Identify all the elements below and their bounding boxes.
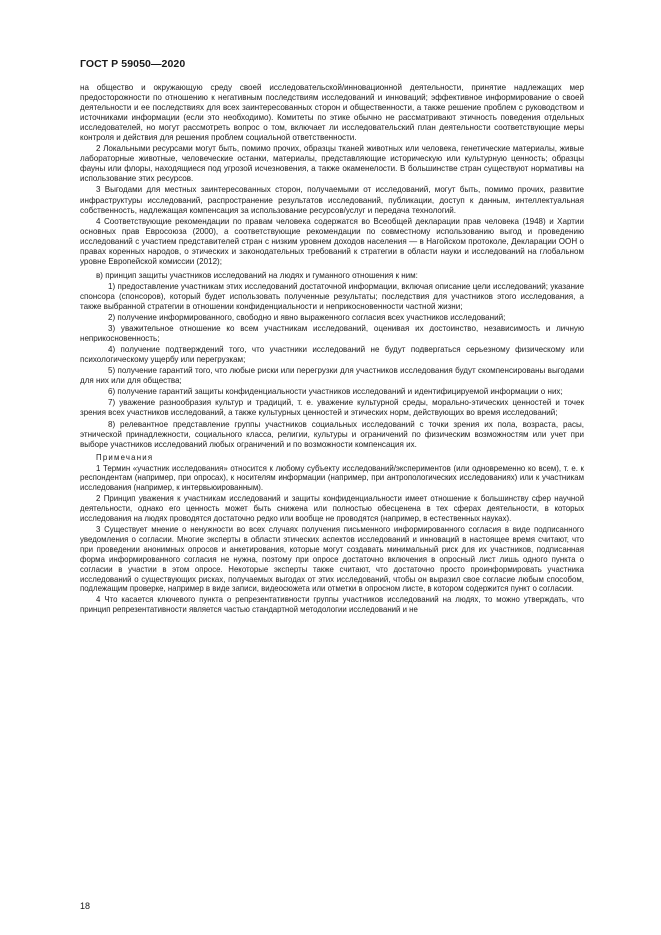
list-item: 5) получение гарантий того, что любые риски или перегрузки для участников исследования будут скомпенсированы выгодами для них или для общества; xyxy=(80,366,584,386)
note-item: 4 Что касается ключевого пункта о репрезентативности группы участников исследований на людях, то можно утверждать, что принцип репрезентативности является частью стандартной методологии исследований и не xyxy=(80,595,584,615)
list-item: 4) получение подтверждений того, что участники исследований не будут подвергаться серьезному физическому или психологическому ущербу или перегрузкам; xyxy=(80,345,584,365)
notes-heading: Примечания xyxy=(96,452,154,462)
document-header: ГОСТ Р 59050—2020 xyxy=(80,58,186,70)
page-number: 18 xyxy=(80,901,91,911)
list-item: 2) получение информированного, свободно и явно выраженного согласия всех участников исследований; xyxy=(108,313,506,323)
note-item: 1 Термин «участник исследования» относится к любому субъекту исследований/экспериментов (или одновременно ко всем), т. е. к респондентам (например, при опросах), к носителям информации (например, при антропологических исследованиях) или к участникам исследования (например, к интервьюированным). xyxy=(80,463,584,493)
list-item: 1) предоставление участникам этих исследований достаточной информации, включая описание цели исследований; указание спонсора (спонсоров), который будет использовать полученные результаты; последствия для участников этого исследования, а также выбранной стратегии в отношении конфиденциальности и неприкосновенности частной жизни; xyxy=(80,281,584,311)
paragraph-continuation: на общество и окружающую среду своей исследовательской/инновационной деятельности, принятие надлежащих мер предосторожности по отношению к негативным последствиям исследований и инноваций; эффективное информирование о своей деятельности и ее последствиях для всех заинтересованных сторон и общественности, а также решение проблем с руководством и источниками информации (если это необходимо). Комитеты по этике обычно не рассматривают этичность поведения отдельных исследователей, но могут рассмотреть вопрос о том, включает ли исследовательский план деятельности соответствующие меры контроля и действия для решения проблем социальной ответственности. xyxy=(80,83,584,143)
paragraph-local-resources: 2 Локальными ресурсами могут быть, помимо прочих, образцы тканей животных или человека, генетические материалы, живые лабораторные животные, человеческие останки, материалы, представляющие историческую или культурную ценность; образцы фауны или флоры, находящиеся под угрозой исчезновения, а также окаменелости. В большинстве стран существуют нормативы на использование этих ресурсов. xyxy=(80,144,584,184)
notes-section xyxy=(80,453,584,616)
list-intro: в) принцип защиты участников исследований на людях и гуманного отношения к ним: xyxy=(96,270,418,280)
paragraph-benefits: 3 Выгодами для местных заинтересованных сторон, получаемыми от исследований, могут быть, помимо прочих, развитие инфраструктуры исследований, распространение результатов исследований, публикации, доступ к данным, интеллектуальная собственность, надлежащая компенсация за использование ресурсов/услуг и передача технологий. xyxy=(80,185,584,215)
list-item: 7) уважение разнообразия культур и традиций, т. е. уважение культурной среды, морально-этических ценностей и точек зрения всех участников исследований, а также культурных ценностей и этических норм, действующих во время исследований; xyxy=(80,398,584,418)
note-item: 3 Существует мнение о ненужности во всех случаях получения письменного информированного согласия в виде подписанного уведомления о согласии. Многие эксперты в области этических аспектов исследований и инноваций в настоящее время считают, что при проведении анонимных опросов и анкетирования, которые могут создавать минимальный риск для их участников, подписанная форма информированного согласия не нужна, поэтому при опросе достаточно включения в опросный лист лишь одного пункта о согласии в участии в этом опросе. Некоторые эксперты также считают, что достаточно просто проинформировать участника исследований о существующих рисках, получаемых выгодах от этих исследований, чтобы он выразил свое согласие любым способом, подлежащим проверке, например в виде записи, видеосюжета или отметки в опросном листе, в котором содержится пункт о согласии. xyxy=(80,524,584,594)
list-item: 3) уважительное отношение ко всем участникам исследований, оценивая их достоинство, независимость и личную неприкосновенность; xyxy=(80,324,584,344)
note-item: 2 Принцип уважения к участникам исследований и защиты конфиденциальности имеет отношение к большинству сфер научной деятельности, однако его ценность может быть снижена или полностью обесценена в тех сферах деятельности, в которых исследования на людях проводятся достаточно редко или вообще не проводятся (например, в естественных науках). xyxy=(80,494,584,524)
document-body xyxy=(80,83,584,616)
list-item: 6) получение гарантий защиты конфиденциальности участников исследований и идентифицируемой информации о них; xyxy=(108,387,563,397)
paragraph-recommendations: 4 Соответствующие рекомендации по правам человека содержатся во Всеобщей декларации прав человека (1948) и Хартии основных прав Евросоюза (2000), а соответствующие рекомендации по совместному использованию выгод и проведению исследований с участием представителей стран с низким уровнем доходов населения — в Нагойском протоколе, Декларации ООН о правах коренных народов, о этических и законодательных требований к стратегии в области науки и исследований на глобальном уровне Европейской комиссии (2012); xyxy=(80,216,584,266)
list-item: 8) релевантное представление группы участников социальных исследований с точки зрения их пола, возраста, расы, этнической принадлежности, социального класса, религии, культуры и ограничений по физическим возможностям или учет при выборе участников исследований любых ограничений и по возможности компенсация их. xyxy=(80,419,584,449)
